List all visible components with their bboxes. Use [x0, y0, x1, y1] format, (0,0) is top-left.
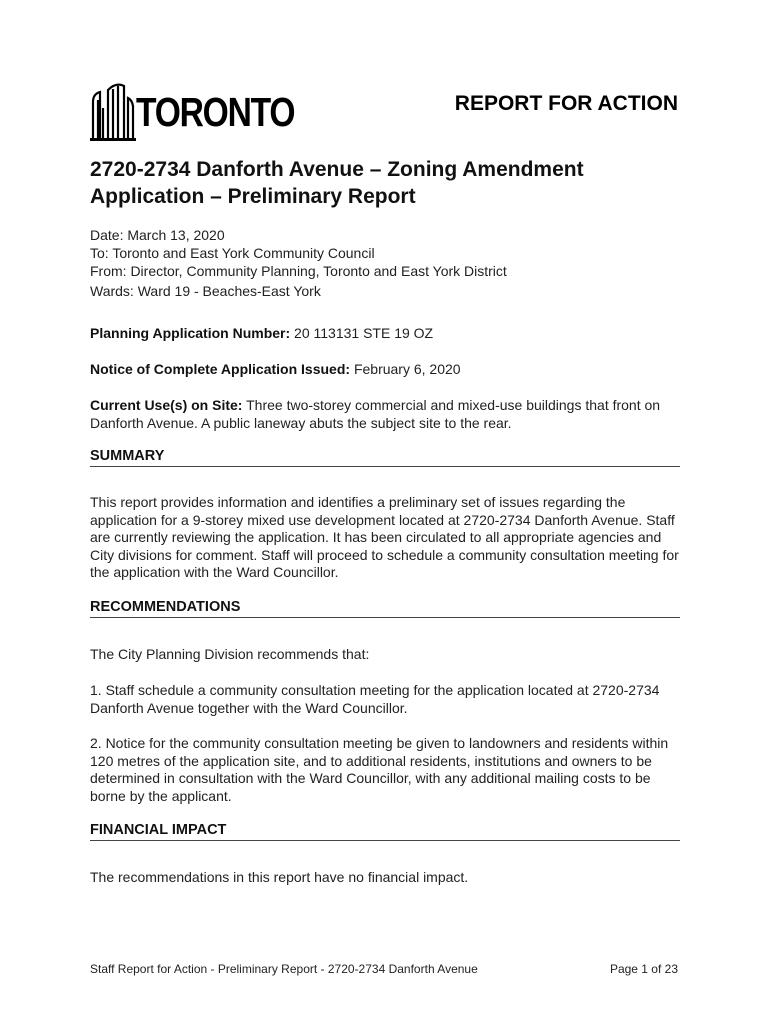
report-title: 2720-2734 Danforth Avenue – Zoning Amendment Application – Preliminary Report — [90, 158, 584, 208]
meta-from: From: Director, Community Planning, Toronto and East York District — [90, 263, 507, 279]
report-meta — [90, 226, 507, 300]
summary-heading: SUMMARY — [90, 448, 680, 467]
report-type-label: REPORT FOR ACTION — [454, 92, 678, 115]
recommendations-heading: RECOMMENDATIONS — [90, 599, 680, 618]
notice-label: Notice of Complete Application Issued: — [90, 361, 351, 377]
current-use-value: Three two-storey commercial and mixed-use buildings that front on Danforth Avenue. A public laneway abuts the subject site to the rear. — [90, 397, 661, 431]
recommendations-intro: The City Planning Division recommends that: — [90, 646, 370, 662]
application-number-value: 20 113131 STE 19 OZ — [290, 325, 434, 341]
meta-date: Date: March 13, 2020 — [90, 227, 225, 243]
notice-field — [90, 360, 680, 378]
application-number-label: Planning Application Number: — [90, 325, 291, 341]
meta-wards: Wards: Ward 19 - Beaches-East York — [90, 283, 321, 299]
footer-report-title: Staff Report for Action - Preliminary Report - 2720-2734 Danforth Avenue — [90, 962, 478, 976]
application-number-field — [90, 324, 680, 342]
city-hall-icon — [90, 80, 136, 142]
meta-to: To: Toronto and East York Community Council — [90, 245, 375, 261]
logo-wordmark: TORONTO — [136, 89, 295, 135]
toronto-logo — [90, 80, 295, 142]
notice-value: February 6, 2020 — [350, 361, 461, 377]
recommendation-item-1: 1. Staff schedule a community consultation meeting for the application located at 2720-2734 Danforth Avenue together with the Ward Councillor. — [90, 682, 660, 716]
footer-page-number: Page 1 of 23 — [609, 962, 678, 976]
recommendation-item-2: 2. Notice for the community consultation meeting be given to landowners and residents within 120 metres of the application site, and to additional residents, institutions and owners to be determined in consultation with the Ward Councillor, with any additional mailing costs to be borne by the applicant. — [90, 735, 669, 804]
current-use-field — [90, 396, 680, 432]
financial-impact-text: The recommendations in this report have no financial impact. — [90, 869, 469, 885]
current-use-label: Current Use(s) on Site: — [90, 397, 243, 413]
financial-impact-heading: FINANCIAL IMPACT — [90, 822, 680, 841]
summary-text: This report provides information and identifies a preliminary set of issues regarding the application for a 9-storey mixed use development located at 2720-2734 Danforth Avenue. Staff are currently reviewing the application. It has been circulated to all appropriate agencies and City divisions for comment. Staff will proceed to schedule a community consultation meeting for the application with the Ward Councillor. — [90, 494, 679, 580]
